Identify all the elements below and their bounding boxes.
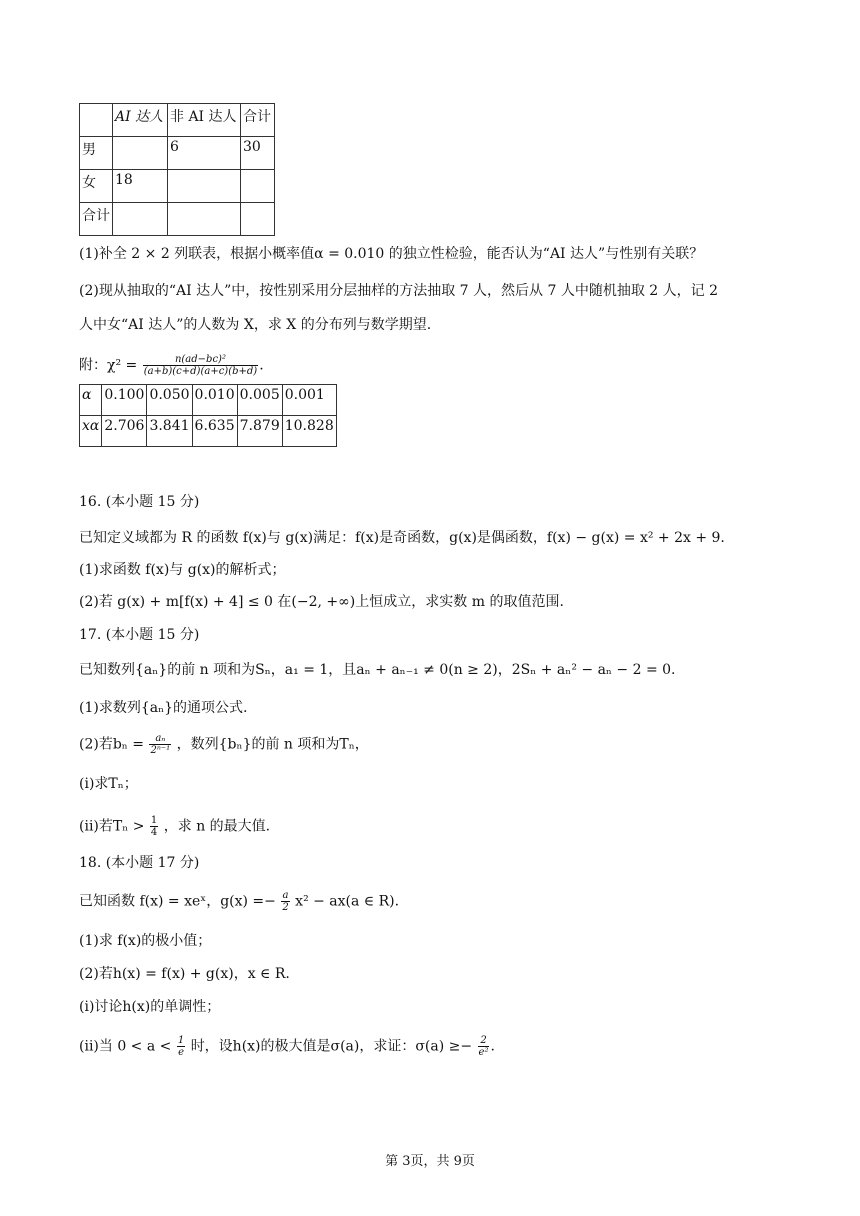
table-cell [168,203,241,236]
table-cell: 0.005 [237,385,282,416]
table-cell: 3.841 [147,416,192,447]
q18-part1: (1)求 f(x)的极小值； [79,933,212,949]
one-over-e-fraction [177,1035,185,1058]
table-cell [113,137,168,170]
q17-part1: (1)求数列{aₙ}的通项公式. [79,700,248,716]
table-cell: 合计 [241,104,275,137]
table-cell [113,203,168,236]
table-cell: 女 [80,170,113,203]
table-cell: 10.828 [282,416,336,447]
q18-part2ii [79,1035,495,1058]
q17-title: 17. (本小题 15 分) [79,627,200,643]
q18-part2ii-prefix: (ii)当 0 < a < [79,1038,172,1055]
table-cell: 6.635 [192,416,237,447]
chi-square-formula [143,354,258,377]
q17-part2ii-suffix: ，求 n 的最大值. [163,818,271,835]
q18-part2i: (i)讨论h(x)的单调性； [79,999,221,1015]
two-over-e-squared-fraction [478,1035,490,1058]
table-row [80,416,337,447]
table-cell: 6 [168,137,241,170]
q17-stem: 已知数列{aₙ}的前 n 项和为Sₙ，a₁ = 1，且aₙ + aₙ₋₁ ≠ 0(n ≥ 2)，2Sₙ + aₙ² − aₙ − 2 = 0. [79,662,676,678]
q16-stem: 已知定义域都为 R 的函数 f(x)与 g(x)满足：f(x)是奇函数，g(x)是偶函数，f(x) − g(x) = x² + 2x + 9. [79,530,725,546]
fraction-numerator: 1 [177,1035,185,1046]
table-cell: 男 [80,137,113,170]
q18-title: 18. (本小题 17 分) [79,855,200,871]
table-cell [241,203,275,236]
q17-part2i: (i)求Tₙ； [79,776,138,792]
table-cell: AI 达人 [113,104,168,137]
fraction-denominator: 2 [282,902,289,913]
table-cell: xα [80,416,102,447]
critical-value-table [79,384,337,447]
q17-part2-prefix: (2)若bₙ = [79,736,145,753]
table-cell: 0.100 [102,385,147,416]
table-row [80,385,337,416]
q18-part2: (2)若h(x) = f(x) + g(x)，x ∈ R. [79,966,290,982]
table-row [80,137,275,170]
table-cell [80,104,113,137]
table-cell: 0.050 [147,385,192,416]
a-half-fraction [281,890,289,913]
page-footer: 第 3页，共 9页 [385,1154,475,1169]
q18-part2ii-suffix: . [490,1038,495,1055]
q18-stem-prefix: 已知函数 f(x) = xeˣ，g(x) =− [79,893,276,910]
q17-part2ii [79,815,270,838]
table-row [80,203,275,236]
q17-part2-suffix: ，数列{bₙ}的前 n 项和为Tₙ， [176,736,369,753]
q18-stem [79,890,399,913]
q17-part2 [79,733,369,756]
q15-appendix: 附：χ² = $\frac{\text{n(ad−bc)²}}{(a+b)(c+d)(a+c)(b+d)}$ . [79,354,264,377]
table-cell: α [80,385,102,416]
q17-part2ii-prefix: (ii)若Tₙ > [79,818,145,835]
table-cell: 18 [113,170,168,203]
quarter-fraction [150,815,158,838]
fraction-denominator: e² [478,1047,489,1058]
fraction-numerator: 2 [478,1035,490,1047]
table-cell: 7.879 [237,416,282,447]
q18-stem-suffix: x² − ax(a ∈ R). [295,893,400,910]
fraction-denominator: e [178,1047,184,1058]
fraction-denominator: 2ⁿ⁻¹ [150,745,171,756]
fraction-denominator: 4 [150,827,158,838]
table-cell: 2.706 [102,416,147,447]
fraction-numerator: 1 [150,815,158,826]
fraction-numerator: a [282,890,289,901]
table-cell [168,170,241,203]
appendix-label: 附：χ² = [79,357,138,374]
table-cell: 非 AI 达人 [168,104,241,137]
table-row [80,104,275,137]
bn-fraction [149,733,171,756]
formula-numerator: n(ad−bc)² [143,354,258,366]
table-cell: 合计 [80,203,113,236]
table-cell: 30 [241,137,275,170]
table-cell: 0.010 [192,385,237,416]
q15-part2-line2: 人中女“AI 达人”的人数为 X，求 X 的分布列与数学期望. [79,317,432,333]
table-cell [241,170,275,203]
q16-part1: (1)求函数 f(x)与 g(x)的解析式； [79,562,286,578]
table-row [80,170,275,203]
formula-denominator: (a+b)(c+d)(a+c)(b+d) [143,366,258,377]
q16-part2: (2)若 g(x) + m[f(x) + 4] ≤ 0 在(−2, +∞)上恒成立，求实数 m 的取值范围. [79,594,564,610]
q16-title: 16. (本小题 15 分) [79,494,200,510]
q15-part1: (1)补全 2 × 2 列联表，根据小概率值α = 0.010 的独立性检验，能否认为“AI 达人”与性别有关联？ [79,246,704,262]
fraction-numerator: aₙ [149,733,171,745]
q18-part2ii-middle: 时，设h(x)的极大值是σ(a)，求证：σ(a) ≥− [190,1038,473,1055]
contingency-table [79,103,275,236]
table-cell: 0.001 [282,385,336,416]
q15-part2-line1: (2)现从抽取的“AI 达人”中，按性别采用分层抽样的方法抽取 7 人，然后从 7 人中随机抽取 2 人，记 2 [79,283,719,299]
